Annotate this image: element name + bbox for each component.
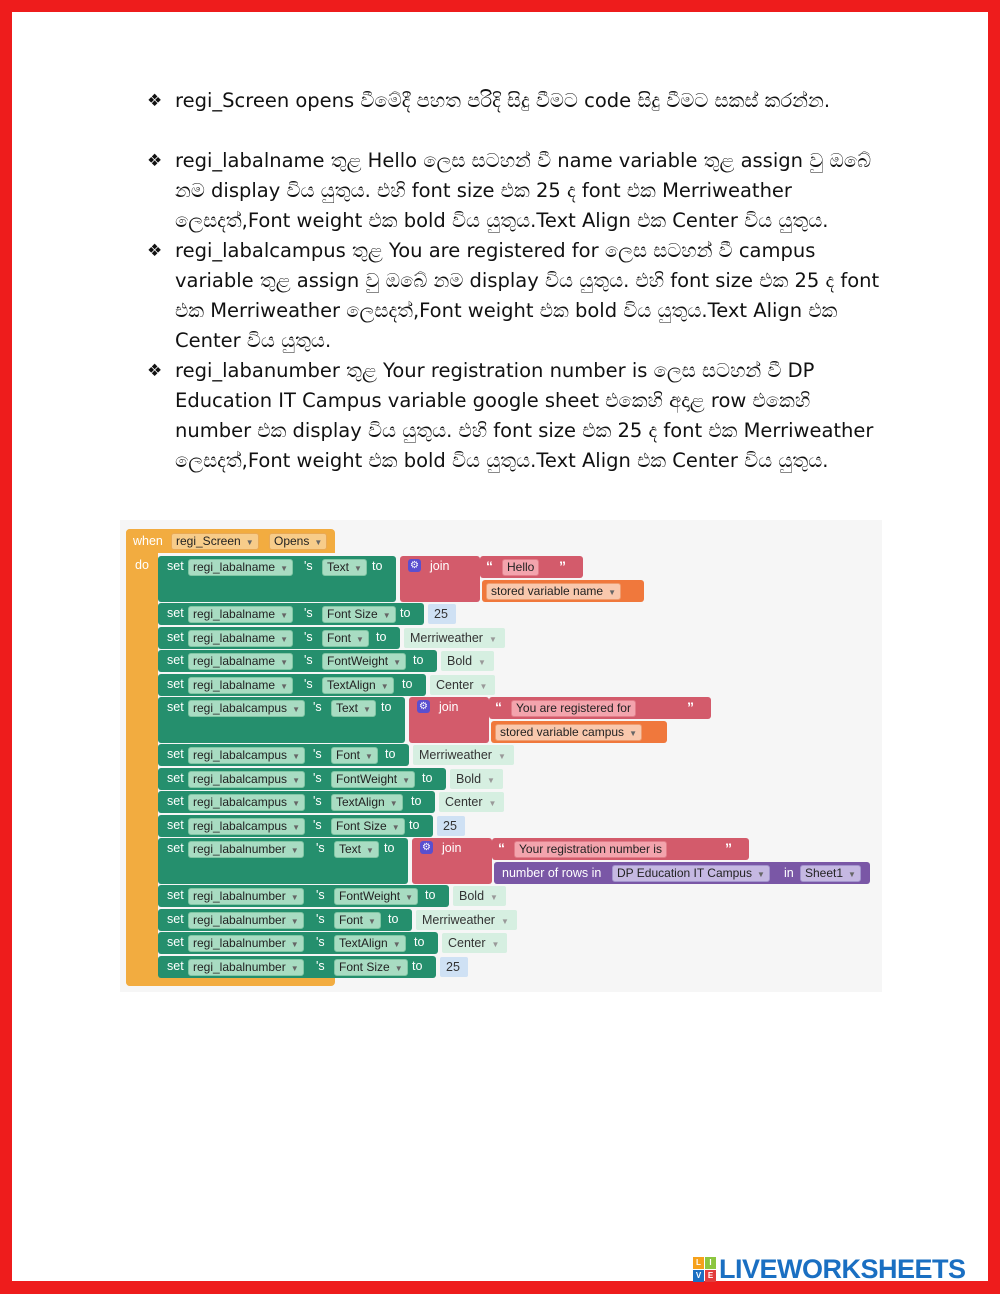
text-value-block [404,628,505,648]
sheet-variable-name: DP Education IT Campus [617,866,752,880]
chevron-down-icon: ▼ [292,752,300,761]
setter-block [158,909,412,931]
chevron-down-icon: ▼ [290,940,299,949]
set-keyword: set [167,770,184,785]
property-name: Text [336,701,359,715]
chevron-down-icon: ▼ [292,705,300,714]
property-name: Font Size [336,818,387,833]
component-name: regi_labalname [193,630,276,645]
chevron-down-icon: ▼ [365,752,373,761]
screen-dropdown [171,533,259,550]
setter-block [158,697,405,743]
property-name: FontWeight [327,654,389,668]
chevron-down-icon: ▼ [245,538,254,547]
value-text: Bold [459,889,485,903]
property-dropdown [331,700,376,717]
text-string-block [492,838,749,860]
to-keyword: to [376,629,387,644]
component-dropdown [188,935,304,952]
gear-icon: ⚙ [408,559,421,572]
variable-dropdown [495,724,642,741]
join-keyword: join [442,841,462,855]
property-dropdown [322,559,367,576]
logo-letter: L [693,1257,704,1269]
chevron-down-icon: ▼ [500,916,509,926]
setter-block [158,956,436,978]
value-text: Merriweather [422,912,495,927]
property-name: TextAlign [339,936,388,950]
property-dropdown [331,771,415,788]
number-value-block [428,604,456,624]
component-dropdown [188,606,293,623]
variable-name: stored variable name [491,584,604,598]
property-dropdown [334,888,418,905]
component-name: regi_labalcampus [193,818,288,833]
value-text: 25 [434,607,448,621]
set-keyword: set [167,841,184,855]
setter-block [158,603,424,625]
text-value-block [416,910,517,930]
possessive-keyword: 's [304,559,313,573]
number-of-rows-block [494,862,870,884]
property-name: Font [339,912,364,927]
component-dropdown [188,959,304,976]
property-dropdown [322,653,406,670]
chevron-down-icon: ▼ [366,846,374,855]
property-dropdown [322,630,369,647]
chevron-down-icon: ▼ [363,705,371,714]
component-dropdown [188,700,305,717]
component-name: regi_labalname [193,654,276,668]
sheet-variable-dropdown [612,865,770,882]
chevron-down-icon: ▼ [314,538,323,547]
possessive-keyword: 's [316,841,325,855]
set-keyword: set [167,958,184,973]
property-name: Font [336,748,361,762]
liveworksheets-logo [693,1253,966,1284]
event-block-side [126,529,158,986]
to-keyword: to [409,817,420,832]
string-value: Your registration number is [514,841,667,858]
chevron-down-icon: ▼ [354,564,362,573]
set-keyword: set [167,747,184,761]
possessive-keyword: 's [313,794,322,808]
property-name: TextAlign [336,795,385,809]
possessive-keyword: 's [304,606,313,620]
logo-letter: E [705,1270,716,1282]
component-dropdown [188,794,305,811]
chevron-down-icon: ▼ [756,870,765,879]
property-name: Text [339,842,362,856]
property-name: Font [327,630,352,645]
possessive-keyword: 's [304,676,313,691]
value-text: Merriweather [419,748,492,762]
instruction-item [147,236,892,356]
possessive-keyword: 's [313,747,322,761]
property-dropdown [331,747,378,764]
close-quote-icon: ” [725,840,732,856]
instruction-text: regi_Screen opens වීමේදී පහත පරිදි සිදු වීමට code සිදු වීමට සකස් කරන්න. [175,89,831,112]
instruction-text: regi_labanumber තුළ Your registration number is ලෙස සටහන් වී DP Education IT Campus variable google sheet එකෙහි අදාළ row එකෙහි number එක display විය යුතුය. එහි font size එක 25 ද font එක Merriweather ලෙසදත්,Font weight එක bold විය යුතුය.Text Align එක Center විය යුතුය. [175,359,874,472]
text-value-block [450,769,503,789]
component-dropdown [188,630,293,647]
chevron-down-icon: ▼ [280,658,288,667]
to-keyword: to [412,958,423,973]
chevron-down-icon: ▼ [402,775,411,785]
chevron-down-icon: ▼ [290,893,299,902]
logo-icon [693,1257,716,1282]
chevron-down-icon: ▼ [380,681,389,691]
to-keyword: to [385,747,396,761]
property-dropdown [322,677,394,694]
property-dropdown [334,841,379,858]
sheet-dropdown [800,865,861,882]
sheet-name: Sheet1 [805,866,844,880]
component-name: regi_labalcampus [193,771,288,786]
text-string-block [489,697,711,719]
value-text: Center [448,936,486,950]
possessive-keyword: 's [316,958,325,973]
chevron-down-icon: ▼ [497,752,506,761]
chevron-down-icon: ▼ [280,611,288,620]
event-dropdown [269,533,327,550]
to-keyword: to [381,700,392,714]
possessive-keyword: 's [316,911,325,926]
instruction-item [147,146,892,236]
close-quote-icon: ” [559,558,566,574]
value-text: Merriweather [410,630,483,645]
component-name: regi_labalnumber [193,936,286,950]
property-dropdown [331,794,403,811]
setter-block [158,932,438,954]
setter-block [158,744,409,766]
to-keyword: to [402,676,413,691]
join-block [412,838,492,884]
setter-block [158,556,396,602]
component-dropdown [188,747,305,764]
chevron-down-icon: ▼ [629,729,637,738]
component-dropdown [188,677,293,694]
chevron-down-icon: ▼ [392,940,401,949]
variable-dropdown [486,583,621,600]
component-dropdown [188,841,304,858]
chevron-down-icon: ▼ [292,775,300,785]
set-keyword: set [167,606,184,620]
possessive-keyword: 's [313,700,322,714]
property-name: TextAlign [327,677,376,692]
chevron-down-icon: ▼ [280,681,288,691]
set-keyword: set [167,653,184,667]
open-quote-icon: “ [498,840,505,856]
set-keyword: set [167,817,184,832]
setter-block [158,838,408,884]
setter-block [158,791,435,813]
component-name: regi_labalnumber [193,889,286,903]
chevron-down-icon: ▼ [478,658,486,667]
variable-getter-block [482,580,644,602]
component-name: regi_labalname [193,607,276,621]
text-value-block [439,792,504,812]
text-value-block [413,745,514,765]
setter-block [158,815,433,837]
instruction-list [147,86,892,476]
to-keyword: to [425,888,436,902]
set-keyword: set [167,935,184,949]
setter-block [158,674,426,696]
chevron-down-icon: ▼ [290,916,299,926]
chevron-down-icon: ▼ [292,822,300,832]
string-value: Hello [502,559,539,576]
chevron-down-icon: ▼ [290,963,299,973]
text-value-block [430,675,495,695]
set-keyword: set [167,676,184,691]
join-keyword: join [430,559,450,573]
component-dropdown [188,888,304,905]
value-text: 25 [443,818,457,833]
component-name: regi_labalname [193,560,276,574]
close-quote-icon: ” [687,699,694,715]
chevron-down-icon: ▼ [394,963,403,973]
component-dropdown [188,653,293,670]
set-keyword: set [167,888,184,902]
gear-icon: ⚙ [417,700,430,713]
join-keyword: join [439,700,459,714]
instruction-item [147,356,892,476]
property-name: Text [327,560,350,574]
component-dropdown [188,818,305,835]
chevron-down-icon: ▼ [356,634,364,644]
bullet-diamond-icon: ❖ [147,361,163,381]
component-dropdown [188,559,293,576]
chevron-down-icon: ▼ [280,564,288,573]
gear-icon: ⚙ [420,841,433,854]
chevron-down-icon: ▼ [280,634,288,644]
value-text: Center [436,677,474,692]
component-name: regi_labalcampus [193,701,288,715]
component-name: regi_labalname [193,677,276,692]
value-text: 25 [446,959,460,974]
to-keyword: to [388,911,399,926]
event-block-header [126,529,335,553]
component-dropdown [188,912,304,929]
string-value: You are registered for [511,700,636,717]
component-name: regi_labalnumber [193,959,286,974]
chevron-down-icon: ▼ [848,870,856,879]
property-dropdown [334,935,406,952]
text-string-block [480,556,583,578]
property-dropdown [322,606,396,623]
in-keyword: in [784,866,794,880]
chevron-down-icon: ▼ [368,916,376,926]
setter-block [158,627,400,649]
property-name: Font Size [327,607,378,621]
to-keyword: to [400,606,411,620]
join-block [409,697,489,743]
chevron-down-icon: ▼ [487,775,495,785]
logo-letter: I [705,1257,716,1269]
property-name: FontWeight [339,889,401,903]
value-text: Center [445,795,483,809]
bullet-diamond-icon: ❖ [147,91,163,111]
chevron-down-icon: ▼ [479,681,488,691]
instruction-text: regi_labalname තුළ Hello ලෙස සටහන් වී name variable තුළ assign වු ඔබේ නම display විය යුතුය. එහි font size එක 25 ද font එක Merriweather ලෙසදත්,Font weight එක bold විය යුතුය.Text Align එක Center විය යුතුය. [175,149,872,232]
instruction-item [147,86,892,116]
screen-name: regi_Screen [176,534,241,548]
chevron-down-icon: ▼ [608,588,616,597]
component-name: regi_labalnumber [193,912,286,927]
possessive-keyword: 's [316,888,325,902]
do-keyword: do [135,558,149,572]
possessive-keyword: 's [304,629,313,644]
open-quote-icon: “ [495,699,502,715]
variable-name: stored variable campus [500,725,625,739]
join-block [400,556,480,602]
to-keyword: to [384,841,395,855]
property-dropdown [334,959,408,976]
set-keyword: set [167,794,184,808]
property-name: Font Size [339,959,390,974]
logo-letter: V [693,1270,704,1282]
chevron-down-icon: ▼ [292,799,300,808]
setter-block [158,768,446,790]
component-name: regi_labalcampus [193,795,288,809]
setter-block [158,885,449,907]
set-keyword: set [167,559,184,573]
chevron-down-icon: ▼ [391,822,400,832]
setter-block [158,650,437,672]
number-value-block [440,957,468,977]
set-keyword: set [167,629,184,644]
chevron-down-icon: ▼ [393,658,402,667]
text-value-block [453,886,506,906]
instruction-text: regi_labalcampus තුළ You are registered for ලෙස සටහන් වී campus variable තුළ assign වු ඔබේ නම display විය යුතුය. එහි font size එක 25 ද font එක Merriweather ලෙසදත්,Font weight එක bold විය යුතුය.Text Align එක Center විය යුතුය. [175,239,880,352]
possessive-keyword: 's [304,653,313,667]
chevron-down-icon: ▼ [382,611,391,620]
open-quote-icon: “ [486,558,493,574]
component-name: regi_labalcampus [193,748,288,762]
set-keyword: set [167,700,184,714]
number-of-rows-label: number of rows in [502,866,602,880]
chevron-down-icon: ▼ [290,846,299,855]
component-dropdown [188,771,305,788]
bullet-diamond-icon: ❖ [147,241,163,261]
chevron-down-icon: ▼ [488,799,497,808]
property-dropdown [334,912,381,929]
chevron-down-icon: ▼ [405,893,414,902]
possessive-keyword: 's [313,770,322,785]
chevron-down-icon: ▼ [490,893,498,902]
to-keyword: to [414,935,425,949]
to-keyword: to [411,794,422,808]
component-name: regi_labalnumber [193,842,286,856]
variable-getter-block [491,721,667,743]
text-value-block [442,933,507,953]
chevron-down-icon: ▼ [488,634,497,644]
text-value-block [441,651,494,671]
logo-text: LIVEWORKSHEETS [719,1253,966,1284]
code-blocks-image [120,520,882,992]
to-keyword: to [372,559,383,573]
possessive-keyword: 's [316,935,325,949]
set-keyword: set [167,911,184,926]
bullet-diamond-icon: ❖ [147,151,163,171]
event-name: Opens [274,534,310,548]
when-keyword: when [133,534,163,548]
value-text: Bold [447,654,473,668]
property-name: FontWeight [336,771,398,786]
possessive-keyword: 's [313,817,322,832]
value-text: Bold [456,771,482,786]
chevron-down-icon: ▼ [389,799,398,808]
number-value-block [437,816,465,836]
to-keyword: to [413,653,424,667]
chevron-down-icon: ▼ [491,940,500,949]
to-keyword: to [422,770,433,785]
property-dropdown [331,818,405,835]
